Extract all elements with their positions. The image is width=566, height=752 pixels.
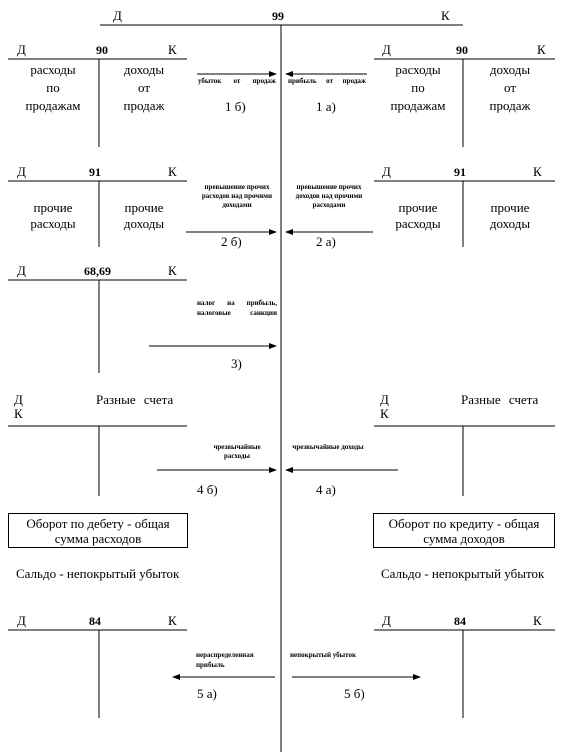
t91r-number: 91 (454, 165, 466, 179)
t91l-col2: прочие доходы (123, 200, 165, 231)
t91r-col2: прочие доходы (489, 200, 531, 231)
t90l-number: 90 (96, 43, 108, 57)
t91l-debit: Д (17, 164, 26, 179)
t84l-credit: К (168, 613, 177, 628)
t91l-number: 91 (89, 165, 101, 179)
arrow-2a-label: 2 а) (316, 234, 336, 249)
arrow-4b-text: чрезвычайные расходы (213, 443, 261, 460)
arrow-4b-label: 4 б) (197, 482, 218, 497)
arrow-5a-text: нераспределенная прибыль (196, 651, 254, 669)
turnover-debit-box: Оборот по дебету - общая сумма расходов (8, 513, 188, 548)
misc-left-title: Разные счета (96, 392, 174, 407)
misc-right-credit: К (380, 406, 389, 421)
t6869-credit: К (168, 263, 177, 278)
arrow-3-text: налог на прибыль, налоговые санкции (197, 299, 277, 317)
t91l-col1: прочие расходы (30, 200, 76, 231)
t84l-number: 84 (89, 614, 101, 628)
misc-right-debit: Д (380, 392, 389, 407)
arrow-5a-label: 5 а) (197, 686, 217, 701)
t90r-number: 90 (456, 43, 468, 57)
t84r-credit: К (533, 613, 542, 628)
t90l-credit: К (168, 42, 177, 57)
t91r-credit: К (533, 164, 542, 179)
t90r-col1: расходы по продажам (390, 62, 446, 113)
arrow-4a-label: 4 а) (316, 482, 336, 497)
t91l-credit: К (168, 164, 177, 179)
t91r-debit: Д (382, 164, 391, 179)
t99-credit-label: К (441, 8, 450, 23)
arrow-1a-text: прибыль от продаж (288, 77, 366, 85)
saldo-left: Сальдо - непокрытый убыток (16, 566, 180, 581)
t90l-col2: доходы от продаж (123, 62, 165, 113)
misc-right-title: Разные счета (461, 392, 539, 407)
t90l-col1: расходы по продажам (25, 62, 81, 113)
arrow-1b-text: убыток от продаж (198, 77, 276, 85)
t84r-number: 84 (454, 614, 466, 628)
t90l-debit: Д (17, 42, 26, 57)
t90r-credit: К (537, 42, 546, 57)
t6869-debit: Д (17, 263, 26, 278)
saldo-right: Сальдо - непокрытый убыток (381, 566, 545, 581)
arrow-5b-text: непокрытый убыток (290, 651, 357, 659)
t90r-col2: доходы от продаж (489, 62, 531, 113)
t6869-number: 68,69 (84, 264, 111, 278)
arrow-1b-label: 1 б) (225, 99, 246, 114)
arrow-2a-text: превышение прочих доходов над прочими расходами (295, 183, 363, 209)
arrow-2b-label: 2 б) (221, 234, 242, 249)
turnover-credit-box: Оборот по кредиту - общая сумма доходов (373, 513, 555, 548)
t91r-col1: прочие расходы (395, 200, 441, 231)
arrow-2b-text: превышение прочих расходов над прочими доходами (201, 183, 273, 209)
arrow-4a-text: чрезвычайные доходы (292, 443, 364, 451)
t84r-debit: Д (382, 613, 391, 628)
arrow-3-label: 3) (231, 356, 242, 371)
t99-debit-label: Д (113, 8, 122, 23)
t99-number: 99 (272, 9, 284, 23)
arrow-5b-label: 5 б) (344, 686, 365, 701)
t84l-debit: Д (17, 613, 26, 628)
misc-left-credit: К (14, 406, 23, 421)
misc-left-debit: Д (14, 392, 23, 407)
t90r-debit: Д (382, 42, 391, 57)
arrow-1a-label: 1 а) (316, 99, 336, 114)
